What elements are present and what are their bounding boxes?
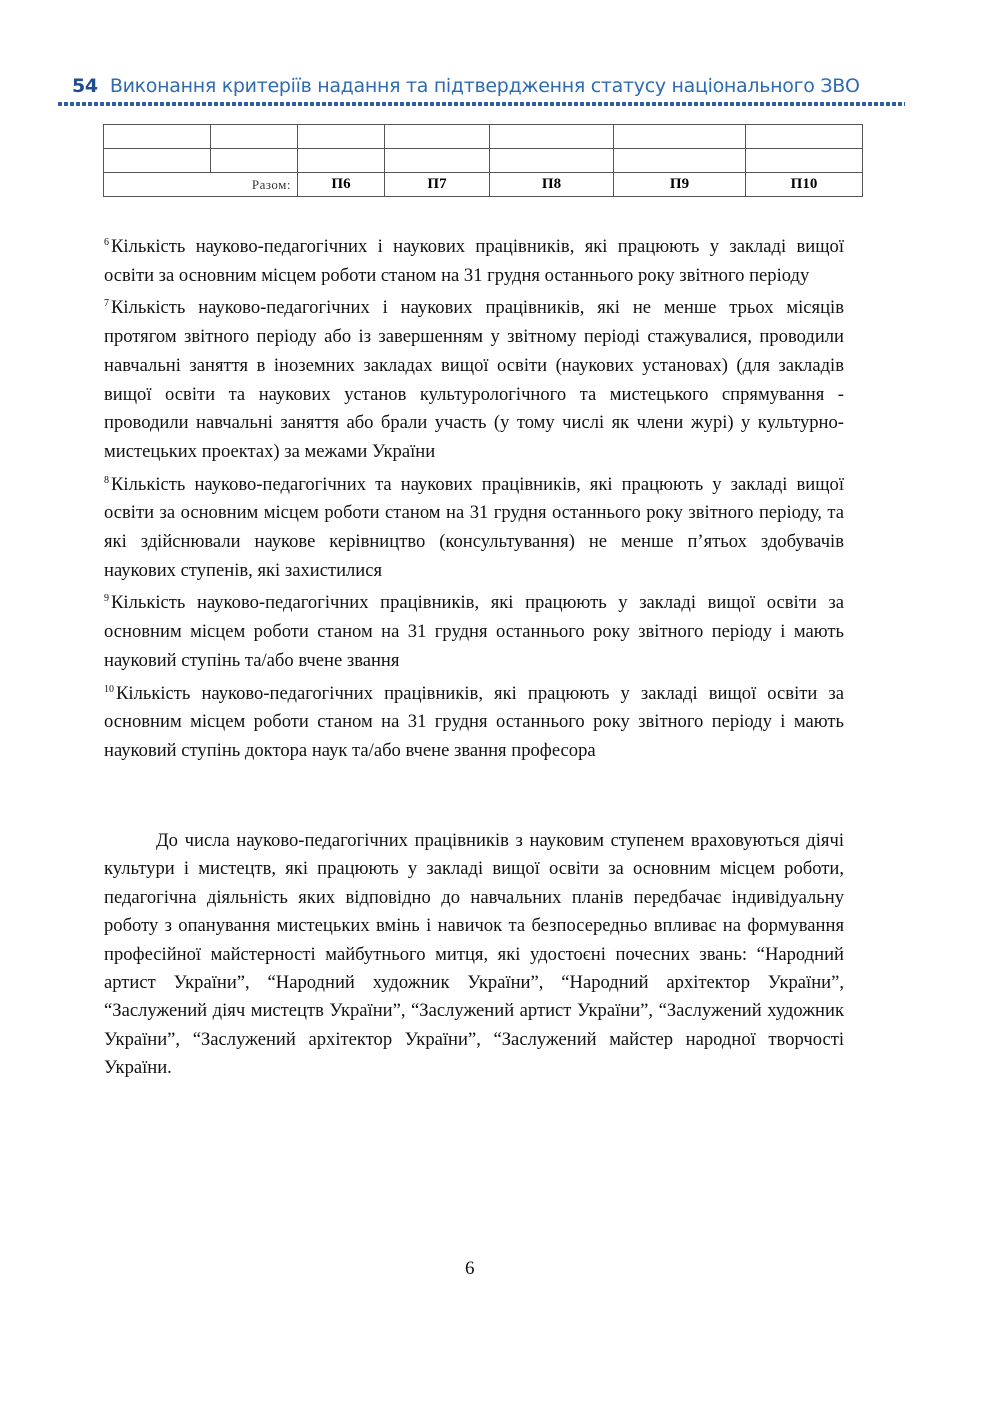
table-row [104, 149, 863, 173]
footnote-6 [104, 229, 844, 290]
total-p8: П8 [490, 173, 614, 197]
table-cell [211, 125, 298, 149]
footnote-mark: 8 [104, 474, 109, 486]
table-cell [211, 149, 298, 173]
footnotes [104, 229, 844, 766]
table-cell [490, 149, 614, 173]
total-label: Разом: [104, 173, 298, 197]
total-p7: П7 [385, 173, 490, 197]
header-page-number: 54 [72, 75, 98, 97]
page-number: 6 [465, 1258, 475, 1279]
table-cell [614, 125, 746, 149]
table-cell [490, 125, 614, 149]
footnote-mark: 10 [104, 683, 114, 695]
table-cell [746, 149, 863, 173]
footnote-10 [104, 676, 844, 766]
table-row [104, 125, 863, 149]
footnote-8 [104, 467, 844, 586]
footnote-mark: 9 [104, 593, 109, 605]
total-p9: П9 [614, 173, 746, 197]
total-p10: П10 [746, 173, 863, 197]
table-cell [104, 149, 211, 173]
body-paragraph: До числа науково-педагогічних працівників з науковим ступенем враховуються діячі культури і мистецтв, які працюють у закладі вищої освіти за основним місцем роботи, педагогічна діяльність яких відповідно до навчальних планів передбачає індивідуальну роботу з опанування мистецьких вмінь і навичок та безпосередньо впливає на формування професійної майстерності майбутнього митця, які удостоєні почесних звань: “Народний артист України”, “Народний художник України”, “Народний архітектор України”, “Заслужений діяч мистецтв України”, “Заслужений артист України”, “Заслужений художник України”, “Заслужений архітектор України”, “Заслужений майстер народної творчості України. [104, 830, 844, 1079]
footnote-text: Кількість науково-педагогічних працівників, які працюють у закладі вищої освіти за основним місцем роботи станом на 31 грудня останнього року звітного періоду і мають науковий ступінь та/або вчене звання [104, 592, 844, 671]
header-dotted-rule [58, 102, 905, 106]
table-cell [385, 149, 490, 173]
footnote-mark: 6 [104, 237, 109, 248]
table-cell [298, 125, 385, 149]
table-cell [298, 149, 385, 173]
footnote-9 [104, 585, 844, 675]
footnote-text: Кількість науково-педагогічних і наукових працівників, які не менше трьох місяців протягом звітного періоду або із завершенням у звітному періоді стажувалися, проводили навчальні заняття в іноземних закладах вищої освіти (наукових установах) (для закладів вищої освіти та наукових установ культурологічного та мистецького спрямування - проводили навчальні заняття або брали участь (у тому числі як члени журі) у культурно-мистецьких проектах) за межами України [104, 297, 844, 462]
footnote-text: Кількість науково-педагогічних і наукових працівників, які працюють у закладі вищої освіти за основним місцем роботи станом на 31 грудня останнього року звітного періоду [104, 236, 844, 286]
footnote-7 [104, 290, 844, 466]
footnote-mark: 7 [104, 298, 109, 310]
footnote-text: Кількість науково-педагогічних працівників, які працюють у закладі вищої освіти за основним місцем роботи станом на 31 грудня останнього року звітного періоду і мають науковий ступінь доктора наук та/або вчене звання професора [104, 682, 844, 761]
table-cell [746, 125, 863, 149]
running-header [72, 75, 860, 97]
table-cell [104, 125, 211, 149]
totals-row [104, 173, 863, 197]
header-title: Виконання критеріїв надання та підтвердження статусу національного ЗВО [109, 75, 860, 97]
table-cell [614, 149, 746, 173]
footnote-text: Кількість науково-педагогічних та наукових працівників, які працюють у закладі вищої освіти за основним місцем роботи станом на 31 грудня останнього року звітного періоду, та які здійснювали наукове керівництво (консультування) не менше п’ятьох здобувачів наукових ступенів, які захистилися [104, 473, 844, 581]
total-p6: П6 [298, 173, 385, 197]
table-cell [385, 125, 490, 149]
totals-table [103, 124, 863, 197]
